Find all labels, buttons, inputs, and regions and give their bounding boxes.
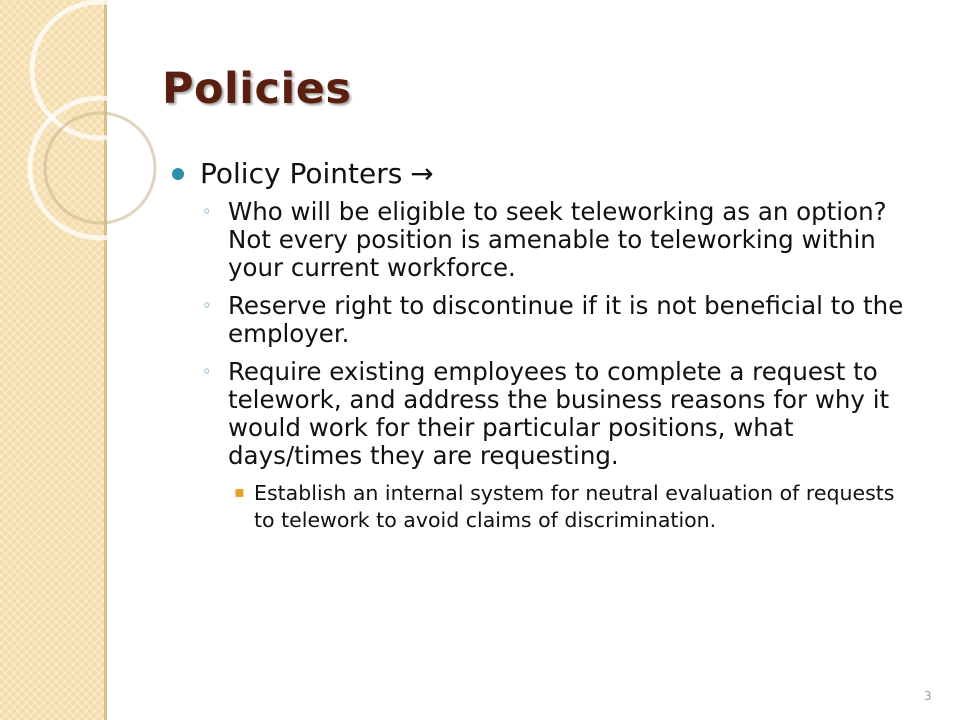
hollow-circle-icon: ◦: [202, 202, 212, 221]
sub-bullet-item: [198, 292, 912, 348]
right-arrow-icon: →: [410, 157, 434, 190]
sub-sub-bullet-item: [228, 480, 912, 534]
sub-bullet-text: Reserve right to discontinue if it is not beneficial to the employer.: [228, 291, 904, 348]
small-square-icon: ▪: [234, 482, 245, 501]
sub-bullet-text: Who will be eligible to seek teleworking as an option? Not every position is amenable to teleworking within your current workforce.: [228, 197, 887, 282]
sub-bullet-text: Require existing employees to complete a request to telework, and address the business reasons for why it would work for their particular positions, what days/times they are requesting.: [228, 357, 890, 470]
slide-title: Policies: [162, 64, 352, 114]
bullet-text: Policy Pointers: [200, 157, 403, 190]
bullet-dot-icon: [172, 168, 184, 180]
bullet-item: [172, 156, 912, 192]
hollow-circle-icon: ◦: [202, 296, 212, 315]
sub-sub-bullet-text: Establish an internal system for neutral evaluation of requests to telework to avoid claims of discrimination.: [254, 481, 895, 532]
hollow-circle-icon: ◦: [202, 362, 212, 381]
sub-bullet-item: [198, 358, 912, 470]
decorative-rings-icon: [0, 0, 160, 260]
bullet-list: [172, 156, 912, 534]
sub-bullet-item: [198, 198, 912, 282]
page-number: 3: [924, 689, 932, 703]
